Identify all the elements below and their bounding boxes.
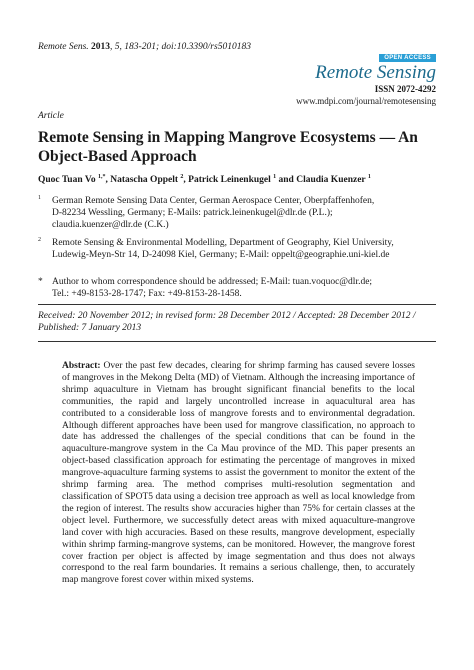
abstract [62, 361, 415, 587]
author-separator: , [183, 175, 189, 186]
author-affiliation-mark: 1,* [97, 174, 106, 180]
affiliation-mark: 1 [38, 195, 41, 201]
affiliation [38, 237, 438, 261]
citation-line [38, 42, 251, 52]
affiliation [38, 195, 438, 231]
author-separator: and [276, 175, 297, 186]
divider [38, 341, 436, 342]
abstract-label: Abstract: [62, 361, 101, 371]
author-name: Natascha Oppelt [110, 175, 179, 186]
correspondence-mark: * [38, 277, 43, 287]
journal-name: Remote Sensing [315, 62, 436, 83]
author-name: Claudia Kuenzer [296, 175, 366, 186]
citation-details: , 5, 183-201; doi:10.3390/rs5010183 [110, 42, 251, 52]
publication-dates: Received: 20 November 2012; in revised form: 28 December 2012 / Accepted: 28 December 2012 / Published: 7 January 2013 [38, 311, 416, 333]
author-list [38, 174, 371, 185]
journal-url[interactable]: www.mdpi.com/journal/remotesensing [296, 96, 436, 106]
article-title: Remote Sensing in Mapping Mangrove Ecosystems — An Object-Based Approach [38, 129, 418, 165]
issn: ISSN 2072-4292 [374, 84, 436, 94]
affiliation-text: Remote Sensing & Environmental Modelling, Department of Geography, Kiel University, Ludewig-Meyn-Str 14, D-24098 Kiel, Germany; E-Mail: oppelt@geographie.uni-kiel.de [52, 238, 394, 260]
author-affiliation-mark: 1 [273, 174, 277, 180]
author-name: Patrick Leinenkugel [188, 175, 271, 186]
citation-year: 2013 [91, 42, 111, 52]
correspondence-note [38, 276, 438, 300]
author-affiliation-mark: 2 [180, 174, 184, 180]
abstract-text: Over the past few decades, clearing for shrimp farming has caused severe losses of mangroves in the Mekong Delta (MD) of Vietnam. Although the increasing importance of shrimp aquaculture in Vietnam has brought significant financial benefits to the local communities, the rapid and largely uncontrolled increase in aquacultural area has contributed to a considerable loss of mangrove forests and to environmental degradation. Although different approaches have been used for mangrove classification, no approach to date has addressed the challenges of the special conditions that can be found in the aquaculture-mangrove system in the Ca Mau province of the MD. This paper presents an object-based classification approach for estimating the percentage of mangroves in mixed mangrove-aquaculture farming systems to assist the government to monitor the extent of the shrimp farming area. The method comprises multi-resolution segmentation and classification of SPOT5 data using a decision tree approach as well as local knowledge from the region of interest. The results show accuracies higher than 75% for certain classes at the object level. Furthermore, we successfully detect areas with mixed aquaculture-mangrove land cover with high accuracies. Based on these results, mangrove development, especially within shrimp farming-mangrove systems, can be monitored. However, the mangrove forest cover fraction per object is affected by image segmentation and thus does not always correspond to the real farm boundaries. It remains a serious challenge, then, to accurately map mangrove forest cover within mixed systems. [62, 361, 415, 586]
affiliation-text: German Remote Sensing Data Center, German Aerospace Center, Oberpfaffenhofen, D-82234 Wessling, Germany; E-Mails: patrick.leinenkugel@dlr.de (P.L.); claudia.kuenzer@dlr.de (C.K.) [52, 196, 375, 230]
correspondence-text: Author to whom correspondence should be addressed; E-Mail: tuan.voquoc@dlr.de; Tel.: +49-8153-28-1747; Fax: +49-8153-28-1458. [52, 277, 373, 299]
affiliation-mark: 2 [38, 237, 41, 243]
author-name: Quoc Tuan Vo [38, 175, 96, 186]
divider [38, 304, 436, 305]
author-affiliation-mark: 1 [367, 174, 371, 180]
open-access-badge: OPEN ACCESS [379, 54, 436, 62]
citation-journal: Remote Sens. [38, 42, 89, 52]
author-separator: , [105, 175, 111, 186]
article-type: Article [38, 111, 64, 121]
